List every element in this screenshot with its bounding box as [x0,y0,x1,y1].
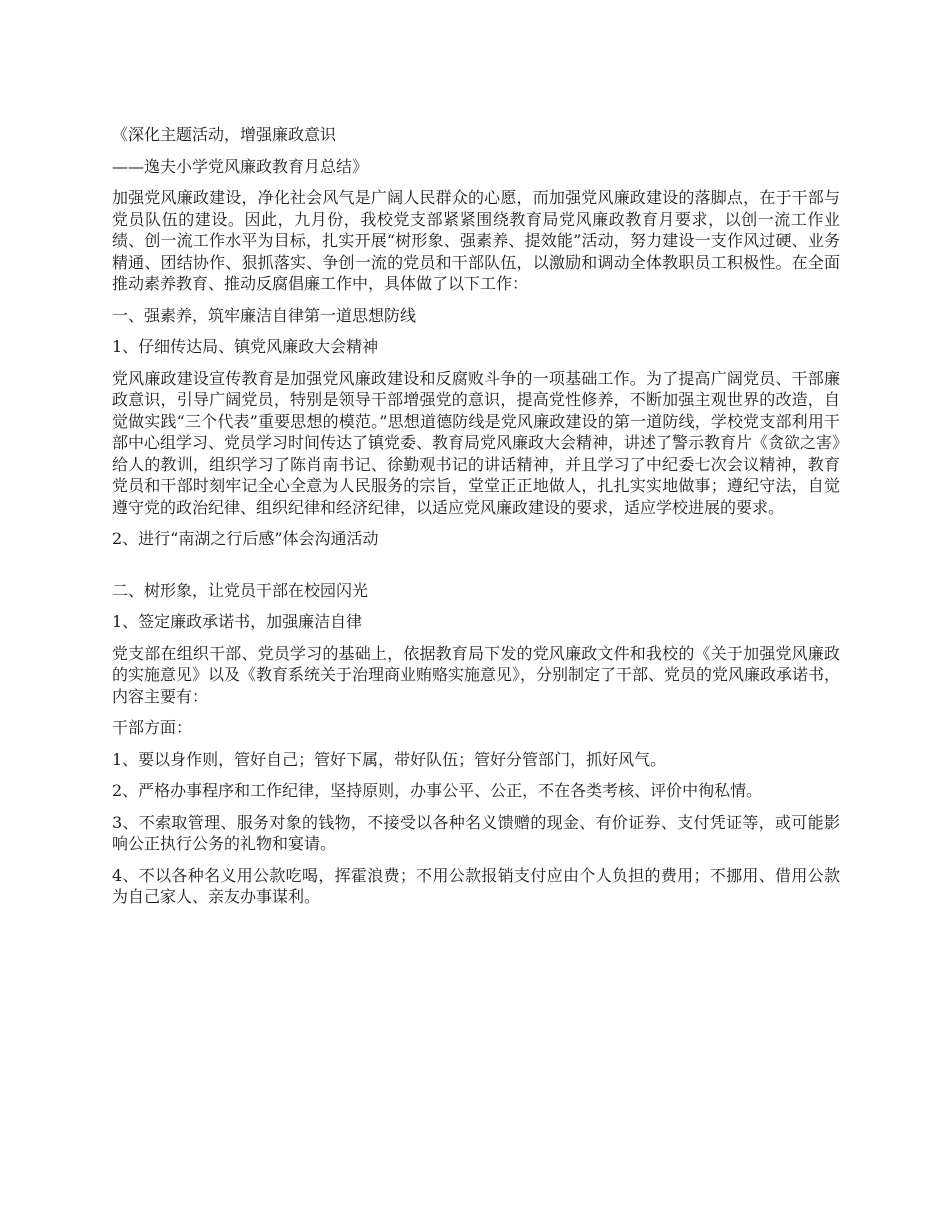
document-title-line1: 《深化主题活动，增强廉政意识 [112,125,337,144]
cadre-item-3: 3、不索取管理、服务对象的钱物，不接受以各种名义馈赠的现金、有价证券、支付凭证等，或可能影响公正执行公务的礼物和宴请。 [112,812,840,853]
document-page [112,124,840,918]
section2-item1-body: 党支部在组织干部、党员学习的基础上，依据教育局下发的党风廉政文件和我校的《关于加强党风廉政的实施意见》以及《教育系统关于治理商业贿赂实施意见》，分别制定了干部、党员的党风廉政承诺书，内容主要有： [112,643,841,706]
section2-heading: 二、树形象，让党员干部在校园闪光 [112,580,369,600]
cadre-item-4: 4、不以各种名义用公款吃喝，挥霍浪费；不用公款报销支付应由个人负担的费用；不挪用、借用公款为自己家人、亲友办事谋利。 [112,865,840,906]
cadre-item-2: 2、严格办事程序和工作纪律，坚持原则，办事公平、公正，不在各类考核、评价中徇私情。 [112,781,763,800]
section2-item1-heading: 1、签定廉政承诺书，加强廉洁自律 [112,612,363,631]
section1-item1-body: 党风廉政建设宣传教育是加强党风廉政建设和反腐败斗争的一项基础工作。为了提高广阔党员、干部廉政意识，引导广阔党员，特别是领导干部增强党的意识，提高党性修养，不断加强主观世界的改造，自觉做实践“三个代表”重要思想的模范。”思想道德防线是党风廉政建设的第一道防线，学校党支部利用干部中心组学习、党员学习时间传达了镇党委、教育局党风廉政大会精神，讲述了警示教育片《贪欲之害》给人的教训，组织学习了陈肖南书记、徐勤观书记的讲话精神，并且学习了中纪委七次会议精神，教育党员和干部时刻牢记全心全意为人民服务的宗旨，堂堂正正地做人，扎扎实实地做事；遵纪守法，自觉遵守党的政治纪律、组织纪律和经济纪律，以适应党风廉政建设的要求，适应学校进展的要求。 [112,368,841,517]
section1-item1-heading: 1、仔细传达局、镇党风廉政大会精神 [112,337,379,356]
document-title-line2: ——逸夫小学党风廉政教育月总结》 [112,156,369,176]
cadre-item-1: 1、要以身作则，管好自己；管好下属，带好队伍；管好分管部门，抓好风气。 [112,749,667,769]
section1-heading: 一、强素养，筑牢廉洁自律第一道思想防线 [112,305,417,325]
intro-paragraph: 加强党风廉政建设，净化社会风气是广阔人民群众的心愿，而加强党风廉政建设的落脚点，在于干部与党员队伍的建设。因此，九月份，我校党支部紧紧围绕教育局党风廉政教育月要求，以创一流工作业绩、创一流工作水平为目标，扎实开展“树形象、强素养、提效能”活动，努力建设一支作风过硬、业务精通、团结协作、狠抓落实、争创一流的党员和干部队伍，以激励和调动全体教职员工积极性。在全面推动素养教育、推动反腐倡廉工作中，具体做了以下工作： [112,188,840,293]
section1-item2-heading: 2、进行“南湖之行后感”体会沟通活动 [112,529,379,548]
cadre-heading: 干部方面： [112,718,193,737]
